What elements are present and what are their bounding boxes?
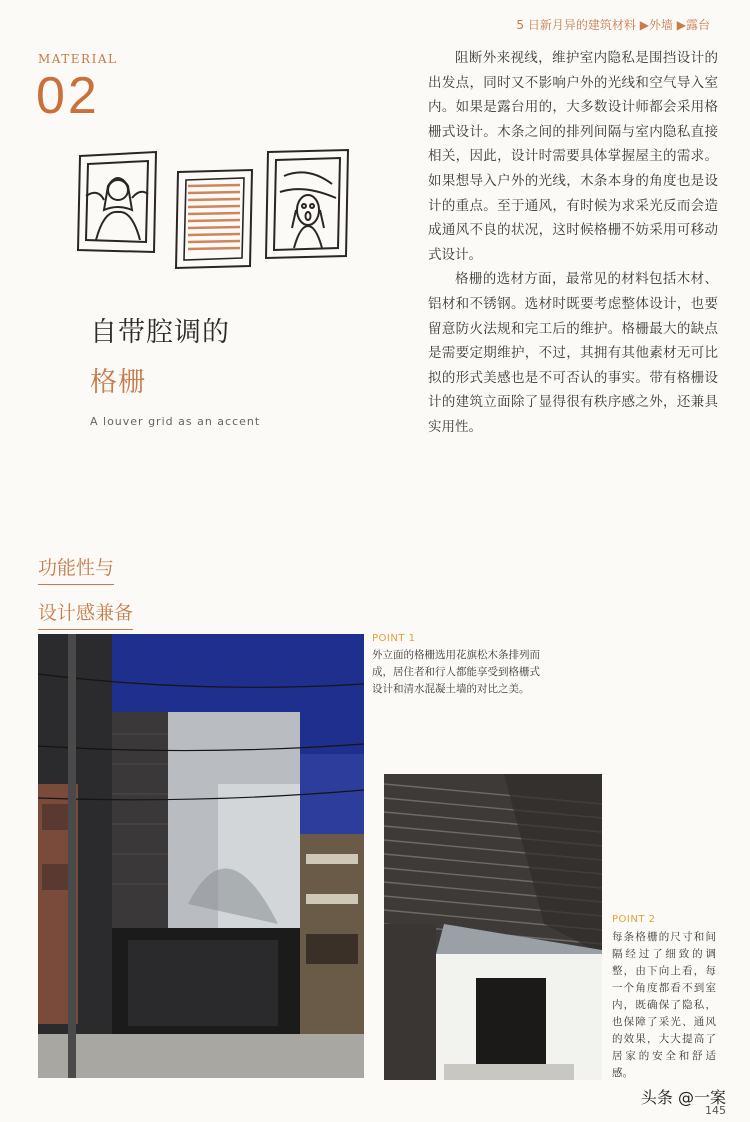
watermark: 头条 @一案 <box>640 1088 726 1107</box>
point-1-label: POINT 1 <box>372 633 416 644</box>
building-facade-photo <box>38 634 364 1078</box>
body-paragraph-2: 格栅的选材方面，最常见的材料包括木材、铝材和不锈钢。选材时既要考虑整体设计，也要留意防火法规和完工后的维护。格栅最大的缺点是需要定期维护，不过，其拥有其他素材无可比拟的形式美感也是不可否认的事实。带有格栅设计的建筑立面除了显得很有秩序感之外，还兼具实用性。 <box>428 271 718 435</box>
point-2-text: 每条格栅的尺寸和间隔经过了细致的调整，由下向上看，每一个角度都看不到室内，既确保了隐私，也保障了采光、通风的效果，大大提高了居家的安全和舒适感。 <box>612 931 716 1079</box>
english-subtitle: A louver grid as an accent <box>90 415 261 428</box>
frame-portrait-icon <box>78 152 156 252</box>
picture-frames-illustration <box>74 148 354 278</box>
louver-entrance-photo <box>384 774 602 1080</box>
body-text <box>428 46 718 440</box>
material-label: MATERIAL <box>38 52 118 66</box>
frame-stripes-icon <box>176 170 252 268</box>
material-number: 02 <box>36 67 100 125</box>
body-paragraph-1: 阻断外来视线，维护室内隐私是围挡设计的出发点，同时又不影响户外的光线和空气导入室内。如果是露台用的，大多数设计师都会采用格栅式设计。木条之间的排列间隔与室内隐私直接相关，因此，设计时需要具体掌握屋主的需求。如果想导入户外的光线，木条本身的角度也是设计的重点。至于通风，有时候为求采光反而会造成通风不良的状况，这时候格栅不妨采用可移动式设计。 <box>428 50 718 263</box>
point-2-label: POINT 2 <box>612 914 656 925</box>
page-number: 145 <box>705 1104 726 1117</box>
chapter-title: 5 日新月异的建筑材料 <box>516 18 636 32</box>
title-line-2: 格栅 <box>90 367 146 398</box>
header-link-exterior: ▶外墙 <box>639 18 673 32</box>
point-1-text: 外立面的格栅选用花旗松木条排列而成，居住者和行人都能享受到格栅式设计和清水混凝土墙的对比之美。 <box>372 649 540 695</box>
title-line-1: 自带腔调的 <box>90 317 230 348</box>
section-heading-line-1: 功能性与 <box>38 553 114 585</box>
frame-scream-icon <box>266 150 348 258</box>
section-heading-line-2: 设计感兼备 <box>38 598 133 630</box>
running-header <box>516 16 710 33</box>
header-link-terrace: ▶露台 <box>676 18 710 32</box>
